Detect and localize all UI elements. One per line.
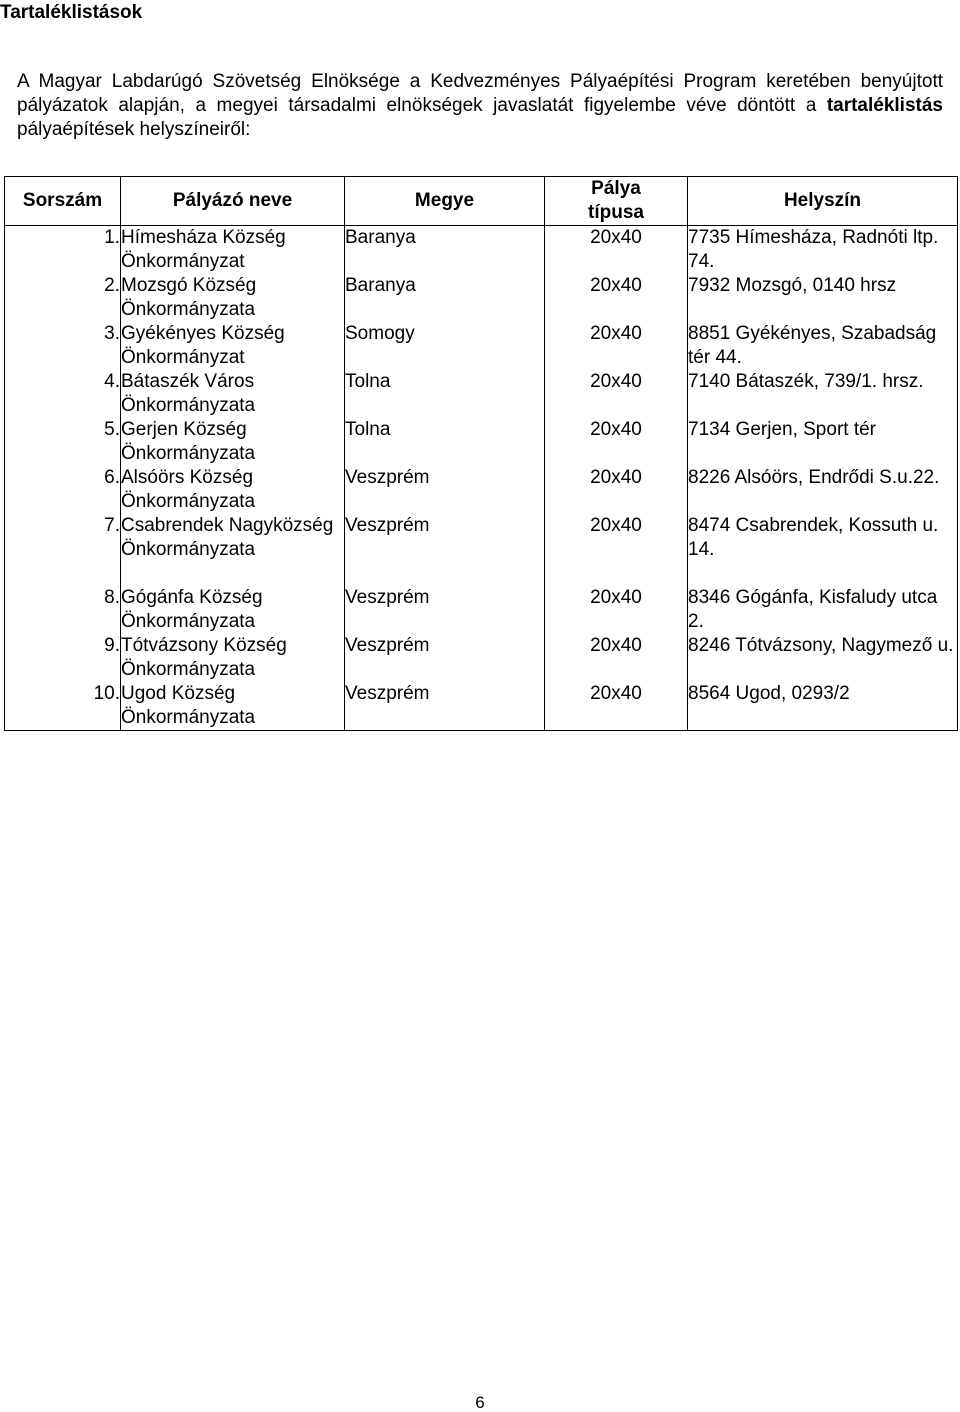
county: Veszprém <box>345 586 545 634</box>
county: Tolna <box>345 418 545 466</box>
header-helyszin: Helyszín <box>688 177 958 226</box>
header-palya-line1: Pálya <box>591 178 641 199</box>
location: 8226 Alsóörs, Endrődi S.u.22. <box>688 466 958 514</box>
row-number: 5. <box>5 418 121 466</box>
intro-text-end: pályaépítések helyszíneiről: <box>17 119 251 140</box>
row-number: 1. <box>5 226 121 275</box>
location: 8474 Csabrendek, Kossuth u. 14. <box>688 514 958 586</box>
table-row <box>5 682 958 731</box>
applicant-name: Gyékényes Község Önkormányzat <box>121 322 345 370</box>
pitch-type: 20x40 <box>545 274 688 322</box>
table-row <box>5 226 958 275</box>
row-number: 2. <box>5 274 121 322</box>
row-number: 3. <box>5 322 121 370</box>
table-row <box>5 418 958 466</box>
table-row <box>5 634 958 682</box>
location: 8564 Ugod, 0293/2 <box>688 682 958 731</box>
intro-text-start: A Magyar Labdarúgó Szövetség Elnöksége a Kedvezményes Pályaépítési Program keretében benyújtott pályázatok alapján, a megyei társadalmi elnökségek javaslatát figyelembe véve döntött a <box>17 71 943 116</box>
pitch-type: 20x40 <box>545 514 688 586</box>
county: Somogy <box>345 322 545 370</box>
page-heading: Tartaléklistások <box>0 2 143 23</box>
applicant-name: Mozsgó Község Önkormányzata <box>121 274 345 322</box>
applicant-name: Csabrendek Nagyközség Önkormányzata <box>121 514 345 586</box>
location: 7735 Hímesháza, Radnóti ltp. 74. <box>688 226 958 275</box>
header-palyazo-neve: Pályázó neve <box>121 177 345 226</box>
row-number: 10. <box>5 682 121 731</box>
location: 8346 Gógánfa, Kisfaludy utca 2. <box>688 586 958 634</box>
pitch-type: 20x40 <box>545 586 688 634</box>
row-number: 7. <box>5 514 121 586</box>
applicant-name: Ugod Község Önkormányzata <box>121 682 345 731</box>
table-row <box>5 586 958 634</box>
header-palya-tipusa <box>545 177 688 226</box>
location: 7134 Gerjen, Sport tér <box>688 418 958 466</box>
county: Veszprém <box>345 514 545 586</box>
table-row <box>5 274 958 322</box>
header-palya-line2: típusa <box>588 202 644 223</box>
county: Veszprém <box>345 466 545 514</box>
applicant-name: Hímesháza Község Önkormányzat <box>121 226 345 275</box>
pitch-type: 20x40 <box>545 634 688 682</box>
county: Tolna <box>345 370 545 418</box>
pitch-type: 20x40 <box>545 466 688 514</box>
applicant-name: Tótvázsony Község Önkormányzata <box>121 634 345 682</box>
intro-paragraph <box>17 70 943 142</box>
row-number: 8. <box>5 586 121 634</box>
applicant-name: Gerjen Község Önkormányzata <box>121 418 345 466</box>
row-number: 6. <box>5 466 121 514</box>
applicant-name: Gógánfa Község Önkormányzata <box>121 586 345 634</box>
table-row <box>5 514 958 586</box>
location: 8246 Tótvázsony, Nagymező u. <box>688 634 958 682</box>
county: Baranya <box>345 274 545 322</box>
table-row <box>5 322 958 370</box>
page-number: 6 <box>475 1393 485 1412</box>
table-header-row <box>5 177 958 226</box>
reserve-list-table <box>4 176 958 731</box>
location: 7932 Mozsgó, 0140 hrsz <box>688 274 958 322</box>
row-number: 4. <box>5 370 121 418</box>
row-number: 9. <box>5 634 121 682</box>
applicant-name: Bátaszék Város Önkormányzata <box>121 370 345 418</box>
applicant-name: Alsóörs Község Önkormányzata <box>121 466 345 514</box>
county: Veszprém <box>345 682 545 731</box>
county: Baranya <box>345 226 545 275</box>
location: 7140 Bátaszék, 739/1. hrsz. <box>688 370 958 418</box>
table-row <box>5 466 958 514</box>
pitch-type: 20x40 <box>545 370 688 418</box>
header-sorszam: Sorszám <box>5 177 121 226</box>
location: 8851 Gyékényes, Szabadság tér 44. <box>688 322 958 370</box>
intro-bold-term: tartaléklistás <box>826 95 943 116</box>
header-megye: Megye <box>345 177 545 226</box>
table-row <box>5 370 958 418</box>
pitch-type: 20x40 <box>545 682 688 731</box>
county: Veszprém <box>345 634 545 682</box>
pitch-type: 20x40 <box>545 226 688 275</box>
pitch-type: 20x40 <box>545 418 688 466</box>
pitch-type: 20x40 <box>545 322 688 370</box>
